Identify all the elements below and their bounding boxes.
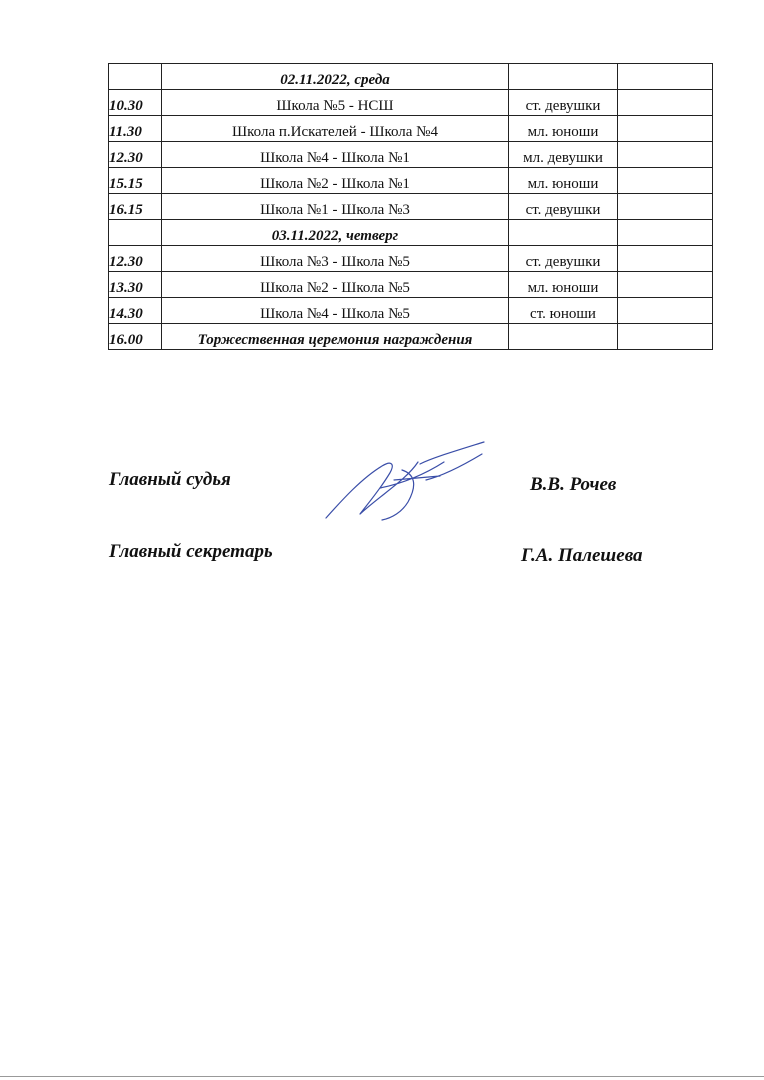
empty-cell — [618, 246, 713, 272]
match-cell: Школа №3 - Школа №5 — [162, 246, 509, 272]
time-cell: 12.30 — [109, 246, 162, 272]
judge-title: Главный судья — [109, 469, 231, 490]
day-header: 02.11.2022, среда — [162, 64, 509, 90]
ceremony-row — [109, 324, 713, 350]
table-row — [109, 246, 713, 272]
empty-cell — [618, 272, 713, 298]
empty-cell — [618, 142, 713, 168]
category-cell: мл. юноши — [509, 168, 618, 194]
time-cell: 15.15 — [109, 168, 162, 194]
match-cell: Школа №4 - Школа №1 — [162, 142, 509, 168]
secretary-title: Главный секретарь — [109, 541, 273, 562]
category-cell: ст. девушки — [509, 90, 618, 116]
time-cell: 16.00 — [109, 324, 162, 350]
table-row — [109, 168, 713, 194]
empty-cell — [618, 116, 713, 142]
time-cell: 16.15 — [109, 194, 162, 220]
judge-name: В.В. Рочев — [530, 474, 617, 495]
category-cell: ст. юноши — [509, 298, 618, 324]
day-header: 03.11.2022, четверг — [162, 220, 509, 246]
table-row — [109, 142, 713, 168]
schedule-table — [108, 63, 713, 350]
day-header-row — [109, 220, 713, 246]
secretary-name: Г.А. Палешева — [521, 545, 643, 566]
category-cell: ст. девушки — [509, 246, 618, 272]
match-cell: Школа №5 - НСШ — [162, 90, 509, 116]
match-cell: Школа №2 - Школа №1 — [162, 168, 509, 194]
table-row — [109, 194, 713, 220]
empty-cell — [509, 324, 618, 350]
empty-cell — [618, 324, 713, 350]
category-cell: мл. девушки — [509, 142, 618, 168]
empty-cell — [509, 64, 618, 90]
match-cell: Школа №2 - Школа №5 — [162, 272, 509, 298]
table-row — [109, 298, 713, 324]
empty-cell — [618, 220, 713, 246]
ceremony-cell: Торжественная церемония награждения — [162, 324, 509, 350]
category-cell: мл. юноши — [509, 272, 618, 298]
match-cell: Школа п.Искателей - Школа №4 — [162, 116, 509, 142]
day-header-row — [109, 64, 713, 90]
time-cell: 13.30 — [109, 272, 162, 298]
time-cell: 11.30 — [109, 116, 162, 142]
empty-cell — [618, 168, 713, 194]
category-cell: ст. девушки — [509, 194, 618, 220]
category-cell: мл. юноши — [509, 116, 618, 142]
empty-cell — [618, 194, 713, 220]
match-cell: Школа №1 - Школа №3 — [162, 194, 509, 220]
empty-cell — [618, 90, 713, 116]
empty-cell — [618, 64, 713, 90]
table-row — [109, 272, 713, 298]
page-edge-line — [0, 1076, 764, 1077]
table-row — [109, 90, 713, 116]
empty-cell — [109, 220, 162, 246]
match-cell: Школа №4 - Школа №5 — [162, 298, 509, 324]
empty-cell — [509, 220, 618, 246]
time-cell: 10.30 — [109, 90, 162, 116]
handwritten-signature — [322, 440, 492, 524]
empty-cell — [109, 64, 162, 90]
table-row — [109, 116, 713, 142]
time-cell: 12.30 — [109, 142, 162, 168]
time-cell: 14.30 — [109, 298, 162, 324]
empty-cell — [618, 298, 713, 324]
